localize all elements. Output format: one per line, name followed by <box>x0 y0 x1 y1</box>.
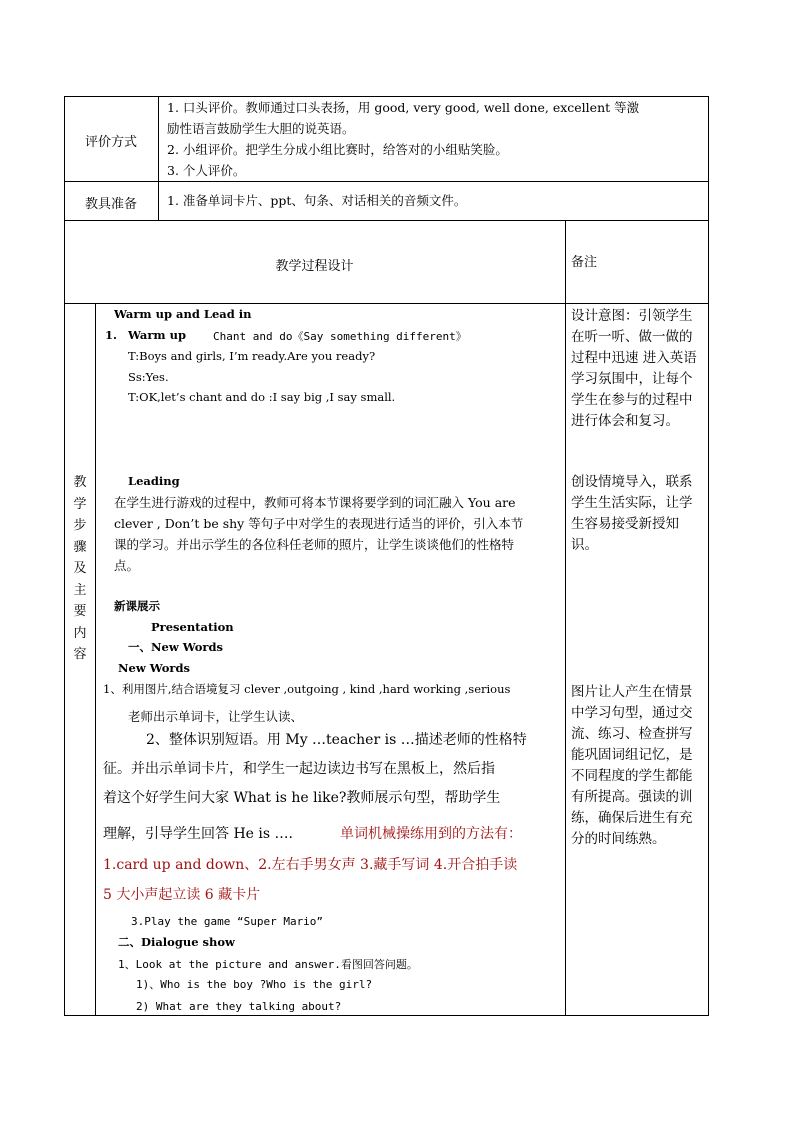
row-divider <box>64 181 709 182</box>
methods-line: 1.card up and down、2.左右手男女声 3.藏手写词 4.开合拍手读 <box>103 857 518 873</box>
methods-line: 5 大小声起立读 6 藏卡片 <box>103 887 261 903</box>
leading-line: 在学生进行游戏的过程中，教师可将本节课将要学到的词汇融入 You are <box>114 495 516 510</box>
column-divider <box>158 96 159 220</box>
look-instruction: 1、Look at the picture and answer.看图回答问题。 <box>118 958 418 971</box>
evaluation-label: 评价方式 <box>84 135 137 150</box>
warm-num: 1. <box>105 328 118 342</box>
dialogue-line: Ss:Yes. <box>128 370 169 384</box>
leading-line: clever , Don’t be shy 等句子中对学生的表现进行适当的评价，引入本节 <box>114 516 524 531</box>
warm-chant: Chant and do《Say something different》 <box>213 330 467 343</box>
warm-sub: Warm up <box>128 328 186 342</box>
new-words-subheading: New Words <box>118 661 190 675</box>
materials-text: 1. 准备单词卡片、ppt、句条、对话相关的音频文件。 <box>167 193 467 208</box>
dialogue-line: T:Boys and girls, I’m ready.Are you ready? <box>128 349 376 363</box>
new-show: 新课展示 <box>114 599 160 613</box>
question: 2) What are they talking about? <box>136 1000 342 1013</box>
step-two-line: 理解，引导学生回答 He is …. <box>103 826 293 842</box>
row-divider <box>64 303 709 304</box>
warm-title: Warm up and Lead in <box>114 307 252 321</box>
column-divider <box>565 220 566 1016</box>
lesson-table <box>64 96 709 1016</box>
notes-header: 备注 <box>571 255 598 270</box>
process-title: 教学过程设计 <box>275 259 354 274</box>
leading-line: 课的学习。并出示学生的各位科任老师的照片，让学生谈谈他们的性格特 <box>114 537 515 552</box>
evaluation-item: 励性语言鼓励学生大胆的说英语。 <box>167 121 355 136</box>
steps-vertical-label: 教 学 步 骤 及 主 要 内 容 <box>73 475 87 662</box>
column-divider <box>95 303 96 1016</box>
presentation: Presentation <box>151 620 234 634</box>
note-pictures: 图片让人产生在情景中学习句型，通过交流、练习、检查拼写能巩固词组记忆，是不同程度的学生都能有所提高。强读的训练，确保后进生有充分的时间练熟。 <box>571 684 693 847</box>
dialogue-show: 二、Dialogue show <box>118 935 235 949</box>
new-words-heading: 一、New Words <box>128 640 223 654</box>
evaluation-item: 3. 个人评价。 <box>167 163 246 178</box>
materials-label: 教具准备 <box>84 197 137 212</box>
step-two-line: 征。并出示单词卡片，和学生一起边读边书写在黑板上，然后指 <box>103 761 495 777</box>
evaluation-item: 1. 口头评价。教师通过口头表扬，用 good, very good, well done, excellent 等激 <box>167 100 640 115</box>
step-three: 3.Play the game “Super Mario” <box>131 915 324 928</box>
note-design: 设计意图：引领学生在听一听、做一做的过程中迅速 进入英语学习氛围中，让每个学生在参与的过程中进行体会和复习。 <box>571 308 697 429</box>
question: 1)、Who is the boy ?Who is the girl? <box>136 978 373 991</box>
step-one-b: 老师出示单词卡，让学生认读、 <box>128 709 304 724</box>
step-one: 1、利用图片,结合语境复习 clever ,outgoing , kind ,hard working ,serious <box>103 682 511 696</box>
step-two-line: 2、整体识别短语。用 My …teacher is …描述老师的性格特 <box>146 732 527 748</box>
leading-line: 点。 <box>114 558 140 573</box>
step-two-line: 着这个好学生问大家 What is he like?教师展示句型，帮助学生 <box>103 790 501 806</box>
leading-title: Leading <box>128 474 180 488</box>
dialogue-line: T:OK,let’s chant and do :I say big ,I say small. <box>128 390 396 404</box>
method-intro: 单词机械操练用到的方法有： <box>340 826 522 842</box>
note-context: 创设情境导入，联系学生生活实际，让学生容易接受新授知识。 <box>571 474 693 553</box>
evaluation-item: 2. 小组评价。把学生分成小组比赛时，给答对的小组贴笑脸。 <box>167 142 508 157</box>
row-divider <box>64 220 709 221</box>
